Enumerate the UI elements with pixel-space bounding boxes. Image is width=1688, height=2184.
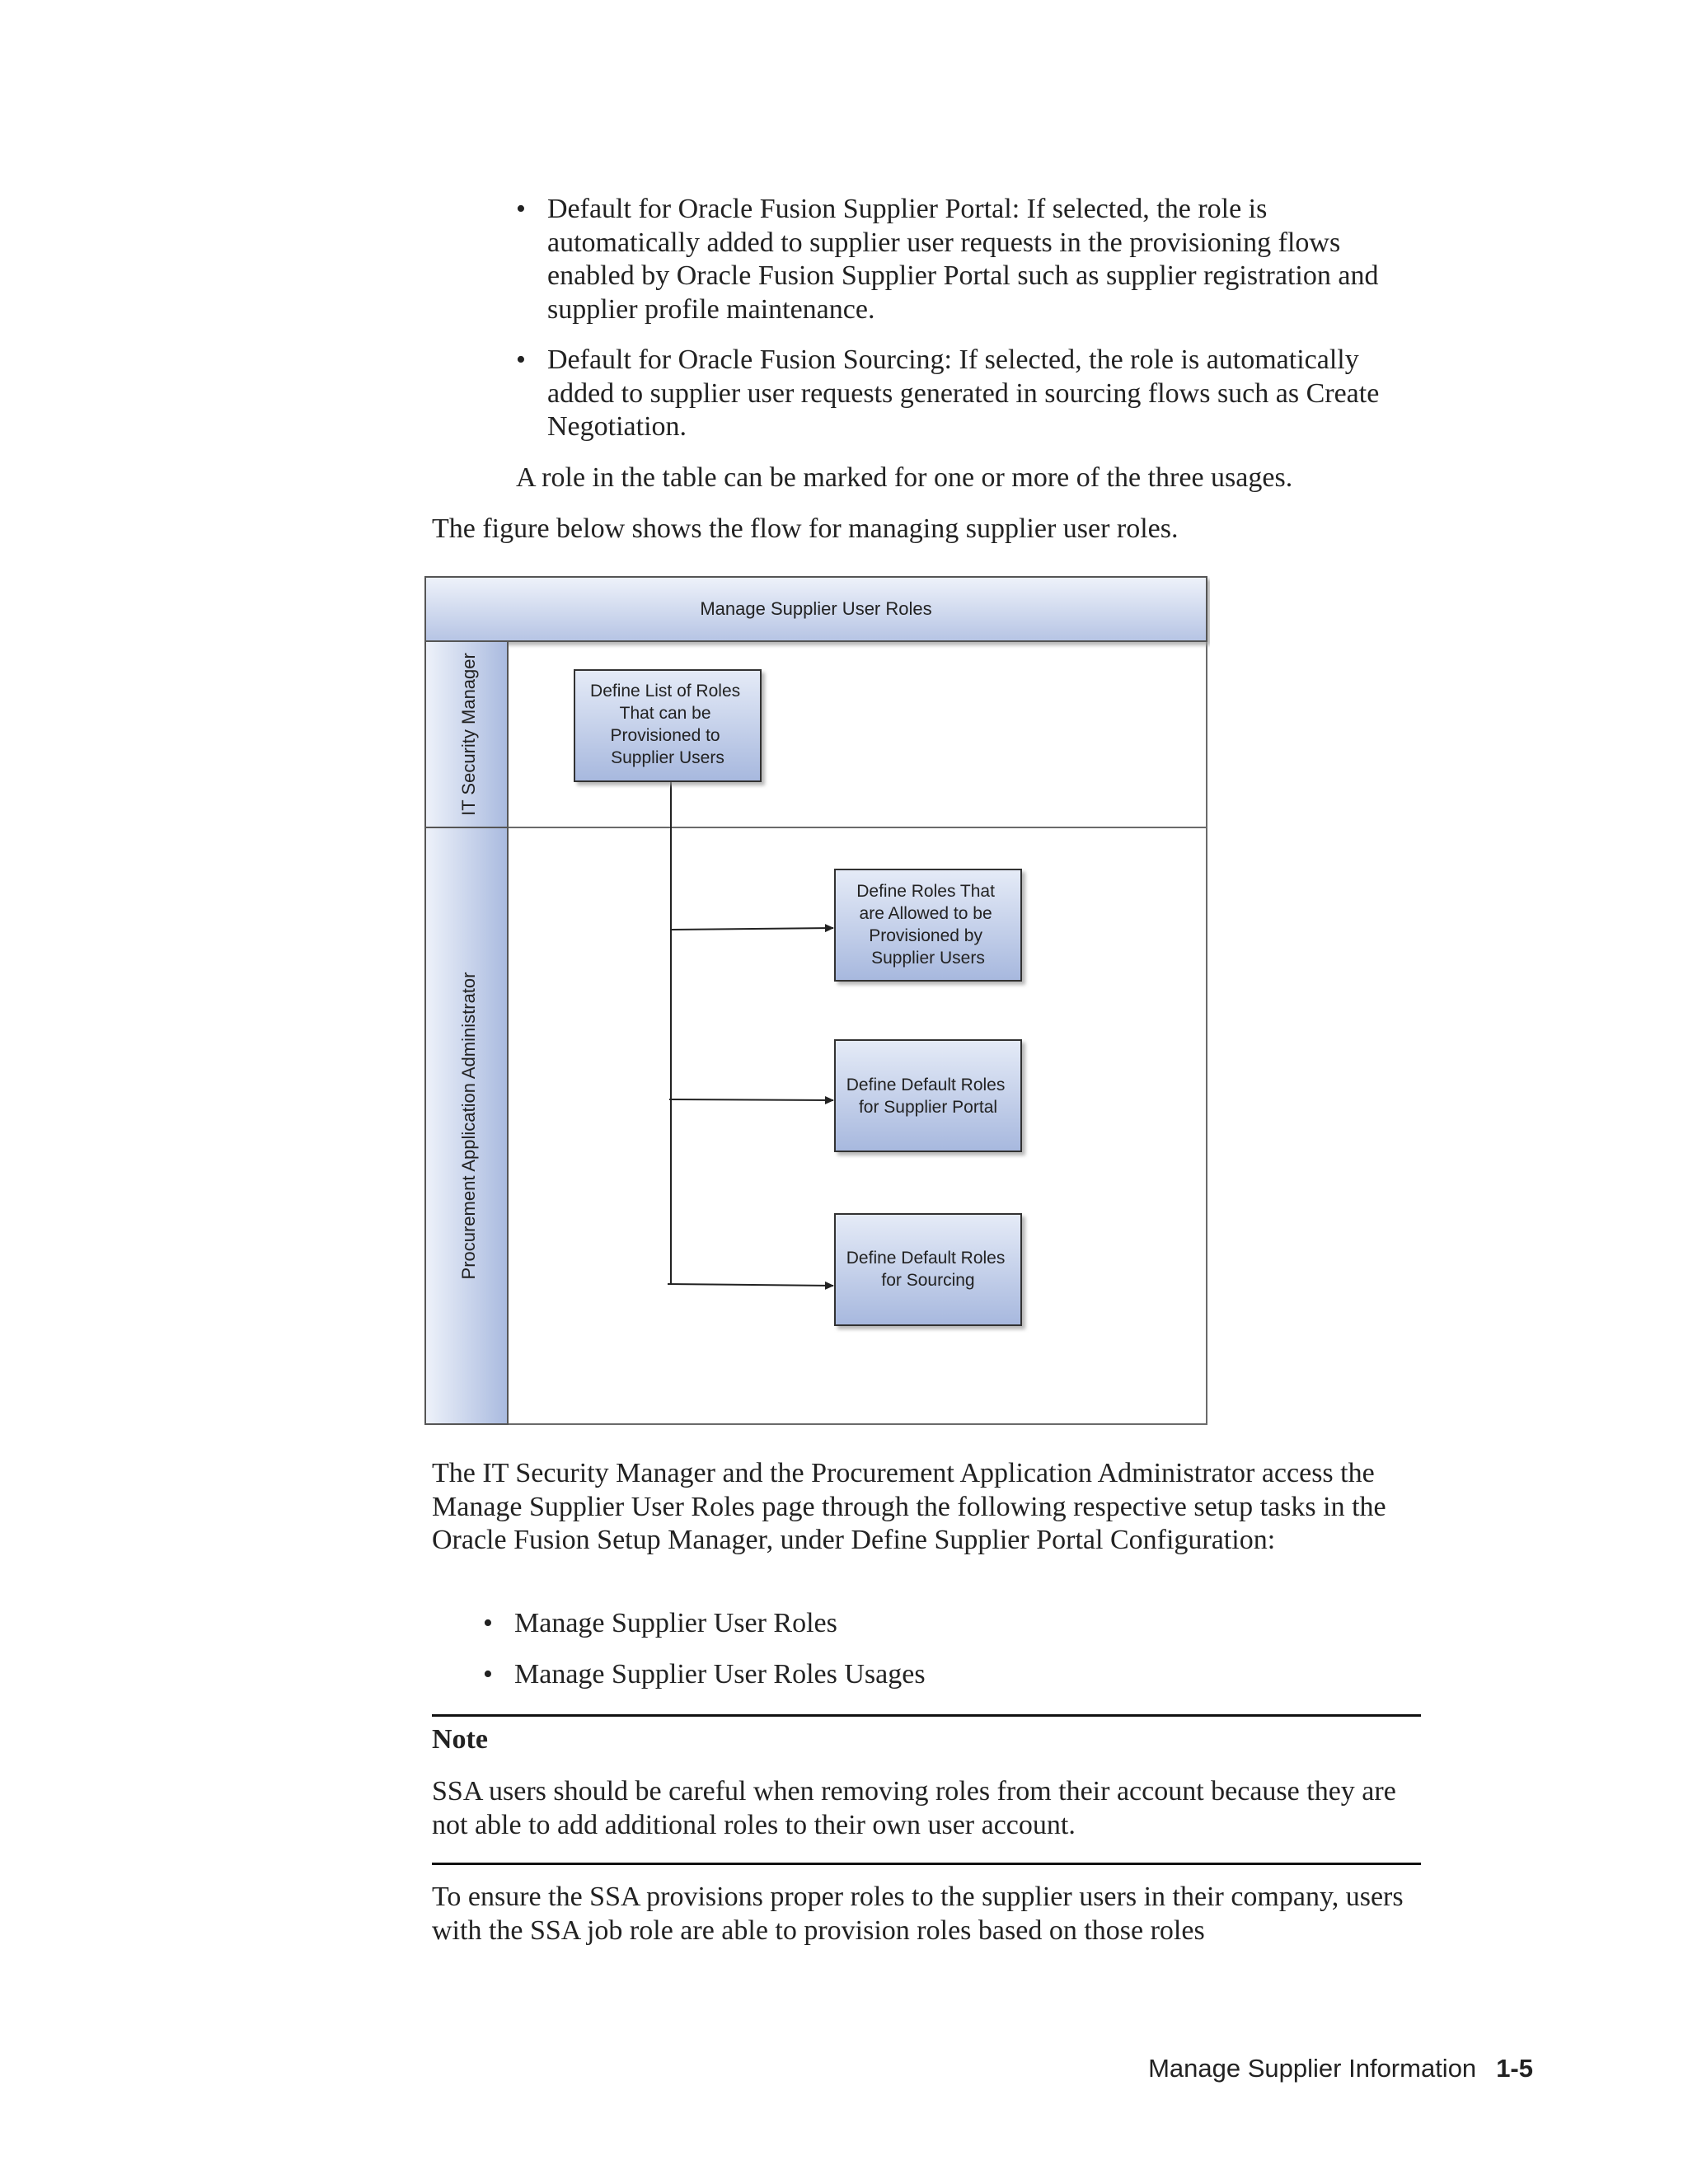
- lane-label-it-security: IT Security Manager: [458, 653, 479, 816]
- lane-procurement-admin: [425, 827, 508, 1424]
- diagram-title: Manage Supplier User Roles: [700, 598, 932, 619]
- closing-paragraph: To ensure the SSA provisions proper roles to the supplier users in their company, users with the SSA job role are able to provision roles based on those roles: [432, 1882, 1404, 1946]
- box-line: Supplier Users: [871, 949, 985, 968]
- box-line: Provisioned to: [610, 726, 720, 745]
- box-line: Provisioned by: [869, 926, 982, 945]
- usage-summary: A role in the table can be marked for one or more of the three usages.: [516, 462, 1293, 493]
- box-line: for Sourcing: [881, 1271, 975, 1290]
- footer-section-title: Manage Supplier Information: [1148, 2054, 1477, 2083]
- box-define-list-of-roles: [574, 670, 761, 781]
- box-line: That can be: [619, 704, 711, 723]
- access-paragraph: The IT Security Manager and the Procurement Application Administrator access the Manage Supplier User Roles page through the following respective setup tasks in the Oracle Fusion Setup Manager, under Define Supplier Portal Configuration:: [432, 1458, 1386, 1555]
- bullet-text: Default for Oracle Fusion Sourcing: If selected, the role is automatically added to supplier user requests generated in sourcing flows such as Create Negotiation.: [547, 344, 1380, 442]
- bullet-dot: •: [483, 1658, 493, 1690]
- box-line: Define List of Roles: [590, 682, 741, 701]
- bullet-text: Manage Supplier User Roles: [514, 1608, 837, 1638]
- note-bottom-rule: [432, 1863, 1421, 1865]
- box-line: for Supplier Portal: [858, 1098, 998, 1117]
- box-define-default-portal: [835, 1040, 1021, 1151]
- flow-diagram: [424, 575, 1210, 1427]
- footer-page-number: 1-5: [1496, 2054, 1533, 2083]
- task-bullet-list: [483, 1607, 1390, 1708]
- box-line: are Allowed to be: [859, 904, 992, 923]
- box-define-allowed-roles: [835, 869, 1021, 981]
- page-footer: [1148, 2054, 1533, 2083]
- bullet-text: Default for Oracle Fusion Supplier Portal: If selected, the role is automatically added to supplier user requests in the provisioning flows enabled by Oracle Fusion Supplier Portal such as supplier registration and supplier profile maintenance.: [547, 194, 1379, 325]
- diagram-frame: [425, 577, 1207, 1424]
- box-define-default-sourcing: [835, 1214, 1021, 1325]
- arrow-to-default-portal: [669, 1099, 833, 1100]
- note-text: SSA users should be careful when removing roles from their account because they are not able to add additional roles to their own user account.: [432, 1776, 1396, 1840]
- box-line: Supplier Users: [611, 748, 724, 767]
- diagram-header: [425, 577, 1207, 641]
- usage-bullet-list: [516, 193, 1423, 462]
- bullet-dot: •: [516, 344, 526, 375]
- box-line: Define Default Roles: [846, 1249, 1006, 1268]
- figure-intro: The figure below shows the flow for managing supplier user roles.: [432, 513, 1179, 544]
- bullet-text: Manage Supplier User Roles Usages: [514, 1658, 926, 1690]
- usage-bullet-supplier-portal: [516, 193, 1423, 326]
- box-line: Define Default Roles: [846, 1076, 1006, 1094]
- task-bullet-manage-usages: [483, 1658, 1390, 1692]
- note-top-rule: [432, 1714, 1421, 1717]
- lane-label-procurement-admin: Procurement Application Administrator: [458, 972, 479, 1280]
- note-label: Note: [432, 1724, 488, 1755]
- bullet-dot: •: [516, 194, 526, 224]
- bullet-dot: •: [483, 1608, 493, 1638]
- task-bullet-manage-roles: [483, 1607, 1390, 1641]
- box-line: Define Roles That: [856, 882, 995, 901]
- usage-bullet-sourcing: [516, 344, 1423, 444]
